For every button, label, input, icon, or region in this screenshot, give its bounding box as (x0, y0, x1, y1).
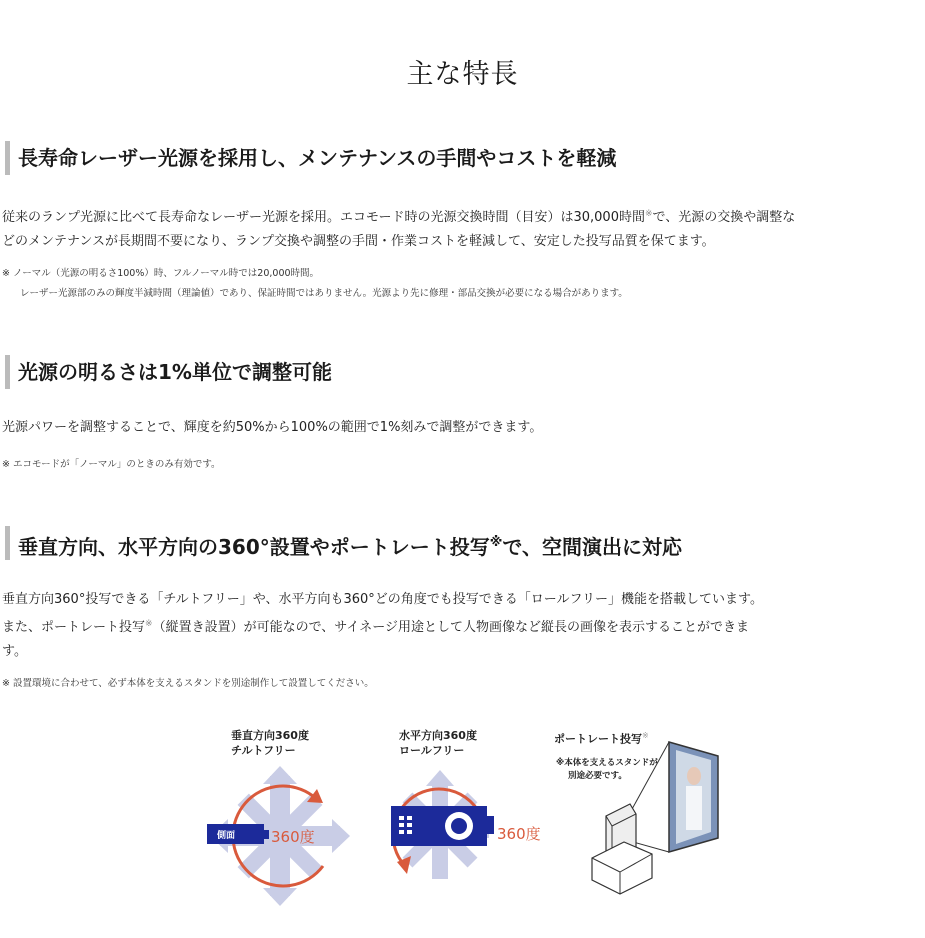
section-body-brightness (2, 416, 922, 440)
note-text: レーザー光源部のみの輝度半減時間（理論値）であり、保証時間ではありません。光源より先に修理・部品交換が必要になる場合があります。 (20, 288, 628, 299)
body-text: で、光源の交換や調整な (652, 210, 796, 225)
portrait-label-text: ポートレート投写 (554, 732, 642, 746)
note-text: ※ エコモードが「ノーマル」のときのみ有効です。 (2, 459, 221, 470)
portrait-note: 別途必要です。 (568, 770, 627, 781)
note-text: ※ 設置環境に合わせて、必ず本体を支えるスタンドを別途制作して設置してください。 (2, 678, 374, 689)
section-heading-brightness: 光源の明るさは1%単位で調整可能 (5, 355, 332, 389)
body-text: また、ポートレート投写 (2, 620, 146, 635)
section-heading-laser: 長寿命レーザー光源を採用し、メンテナンスの手間やコストを軽減 (5, 141, 616, 175)
section-note-360 (2, 674, 922, 694)
body-text: 従来のランプ光源に比べて長寿命なレーザー光源を採用。エコモード時の光源交換時間（目安）は30,000時間 (2, 210, 645, 225)
page-title: 主な特長 (406, 59, 519, 90)
heading-text: 垂直方向、水平方向の360°設置やポートレート投写 (18, 535, 490, 559)
portrait-illustration (548, 728, 728, 783)
section-heading-360 (5, 526, 682, 560)
footnote-mark: ※ (145, 619, 153, 629)
side-label: 側面 (217, 831, 236, 841)
roll-free-illustration (385, 728, 555, 843)
projector-side-icon (207, 824, 264, 844)
heading-text: で、空間演出に対応 (502, 535, 682, 559)
roll-free-diagram (385, 766, 555, 906)
degree-label: 360度 (271, 828, 315, 846)
portrait-diagram (548, 728, 728, 898)
footnote-mark: ※ (489, 535, 503, 550)
body-text: 垂直方向360°投写できる「チルトフリー」や、水平方向も360°どの角度でも投写できる「ロールフリー」機能を搭載しています。 (2, 592, 763, 607)
body-text: 光源パワーを調整することで、輝度を約50%から100%の範囲で1%刻みで調整ができます。 (2, 420, 543, 435)
section-note-laser (2, 264, 922, 304)
body-text: どのメンテナンスが長期間不要になり、ランプ交換や調整の手間・作業コストを軽減して、安定した投写品質を保てます。 (2, 234, 715, 249)
footnote-mark: ※ (642, 731, 649, 740)
degree-label: 360度 (497, 825, 541, 843)
body-text: （縦置き設置）が可能なので、サイネージ用途として人物画像など縦長の画像を表示することができま (152, 620, 750, 635)
stand-icon (592, 842, 652, 894)
footnote-mark: ※ (644, 209, 653, 219)
roll-free-label: 水平方向360度 (399, 729, 477, 742)
tilt-free-diagram (205, 766, 355, 906)
section-body-360 (2, 588, 922, 664)
section-note-brightness (2, 455, 922, 475)
body-text: す。 (2, 644, 27, 659)
portrait-note: ※本体を支えるスタンドが (556, 757, 658, 768)
tilt-free-sublabel: チルトフリー (231, 744, 296, 757)
tilt-free-illustration (205, 728, 355, 846)
tilt-free-label: 垂直方向360度 (231, 729, 309, 742)
section-body-laser (2, 202, 922, 254)
roll-free-sublabel: ロールフリー (399, 744, 465, 757)
note-text: ※ ノーマル（光源の明るさ100%）時、フルノーマル時では20,000時間。 (2, 268, 320, 279)
